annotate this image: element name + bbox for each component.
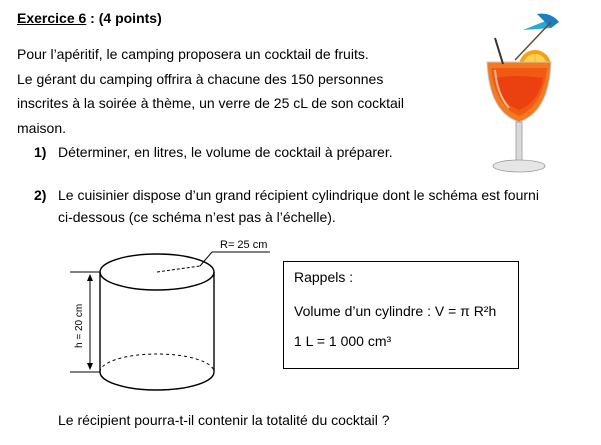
litre-conversion: 1 L = 1 000 cm³ [294,333,392,349]
question-text: Le cuisinier dispose d’un grand récipient cylindrique dont le schéma est fourni [58,187,539,203]
exercise-number: Exercice 6 [17,10,87,26]
rappels-box [283,261,519,369]
volume-formula: Volume d’un cylindre : V = π R²h [294,303,497,319]
exercise-points: : (4 points) [86,10,162,26]
cylinder-diagram [60,236,290,396]
final-question: Le récipient pourra-t-il contenir la totalité du cocktail ? [58,412,390,428]
question-number: 1) [34,144,47,160]
question-2 [34,184,539,228]
intro-line: maison. [17,119,67,136]
radius-label: R= 25 cm [220,239,268,251]
question-text: Déterminer, en litres, le volume de cocktail à préparer. [58,144,393,160]
question-text-continued: ci-dessous (ce schéma n’est pas à l’échelle). [58,209,336,225]
rappels-heading: Rappels : [294,269,354,285]
intro-line: Le gérant du camping offrira à chacune des 150 personnes [17,70,384,87]
height-label: h = 20 cm [74,303,85,348]
intro-paragraph [17,42,457,140]
intro-line: inscrites à la soirée à thème, un verre de 25 cL de son cocktail [17,95,405,112]
question-1 [34,144,393,160]
intro-line: Pour l’apéritif, le camping proposera un cocktail de fruits. [17,46,369,62]
cocktail-glass-illustration [455,8,575,180]
question-number: 2) [34,187,47,203]
exercise-title [17,10,162,26]
